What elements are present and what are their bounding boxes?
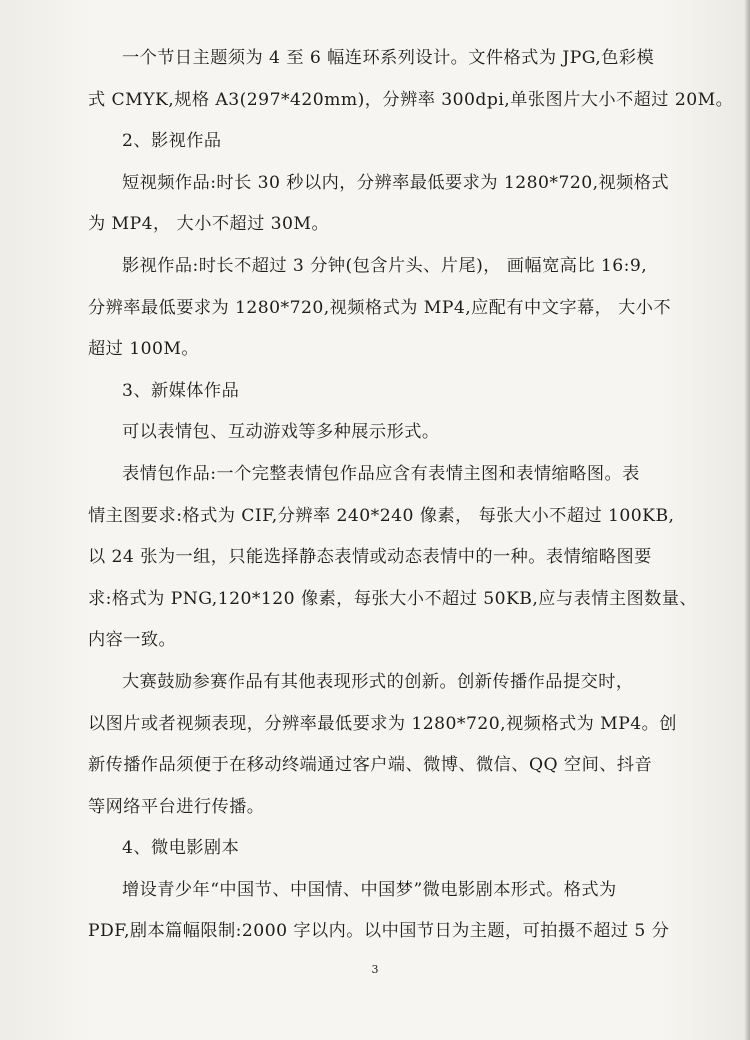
text-line: PDF,剧本篇幅限制:2000 字以内。以中国节日为主题，可拍摄不超过 5 分 [88, 921, 670, 942]
section-heading: 4、微电影剧本 [122, 838, 240, 859]
text-line: 以 24 张为一组，只能选择静态表情或动态表情中的一种。表情缩略图要 [88, 547, 652, 568]
text-line: 等网络平台进行传播。 [88, 796, 265, 817]
text-line: 新传播作品须便于在移动终端通过客户端、微博、微信、QQ 空间、抖音 [88, 755, 653, 776]
section-heading: 2、影视作品 [122, 131, 222, 152]
text-line: 内容一致。 [88, 630, 177, 651]
text-line: 情主图要求:格式为 CIF,分辨率 240*240 像素， 每张大小不超过 100KB, [88, 505, 675, 526]
document-body [88, 38, 734, 953]
text-line: 以图片或者视频表现，分辨率最低要求为 1280*720,视频格式为 MP4。创 [88, 713, 677, 734]
text-line: 可以表情包、互动游戏等多种展示形式。 [122, 422, 440, 443]
text-line: 大赛鼓励参赛作品有其他表现形式的创新。创新传播作品提交时， [122, 671, 634, 692]
text-line: 分辨率最低要求为 1280*720,视频格式为 MP4,应配有中文字幕， 大小不 [88, 297, 672, 318]
page-number: 3 [371, 963, 379, 976]
text-line: 超过 100M。 [88, 339, 200, 360]
text-line: 影视作品:时长不超过 3 分钟(包含片头、片尾)， 画幅宽高比 16:9, [122, 255, 648, 276]
text-line: 求:格式为 PNG,120*120 像素，每张大小不超过 50KB,应与表情主图数量、 [88, 588, 698, 609]
section-heading: 3、新媒体作品 [122, 380, 240, 401]
text-line: 表情包作品:一个完整表情包作品应含有表情主图和表情缩略图。表 [122, 463, 640, 484]
page-edge-shadow [744, 0, 750, 1040]
text-line: 为 MP4， 大小不超过 30M。 [88, 214, 330, 235]
text-line: 式 CMYK,规格 A3(297*420mm)，分辨率 300dpi,单张图片大小不超过 20M。 [88, 89, 734, 110]
text-line: 一个节日主题须为 4 至 6 幅连环系列设计。文件格式为 JPG,色彩模 [122, 48, 655, 68]
text-line: 增设青少年“中国节、中国情、中国梦”微电影剧本形式。格式为 [122, 879, 617, 900]
text-line: 短视频作品:时长 30 秒以内，分辨率最低要求为 1280*720,视频格式 [122, 172, 670, 193]
